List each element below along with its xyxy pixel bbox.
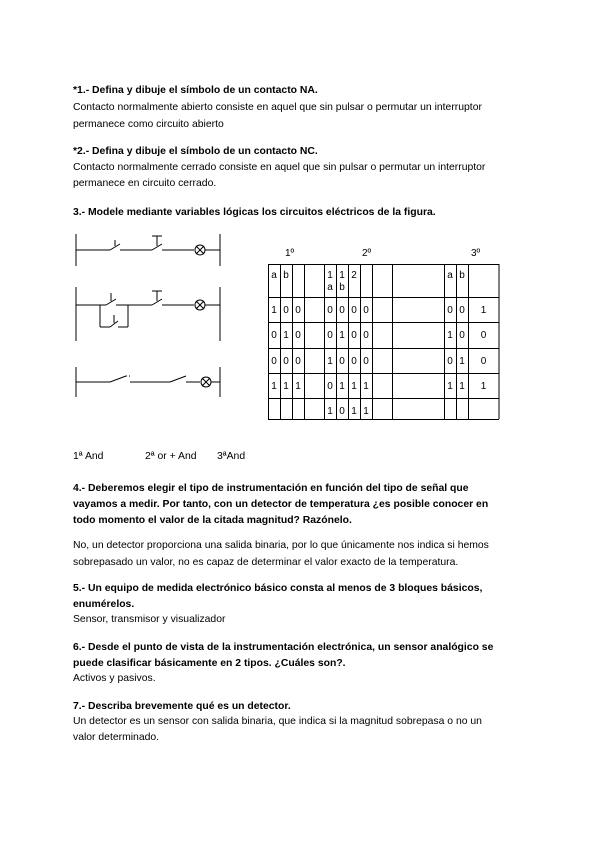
table-cell: a [327,282,333,293]
table-cell: 0 [295,330,301,341]
question-4-answer-line-1: No, un detector proporciona una salida binaria, por lo que únicamente nos indica si hemos [73,540,489,551]
table-cell: 1 [339,270,345,281]
table-cell: 0 [351,305,357,316]
table-cell: 0 [480,330,487,341]
table-cell: 1 [283,330,289,341]
question-7-title: 7.- Describa brevemente qué es un detector. [73,701,291,712]
table-cell: a [447,270,453,281]
question-2-answer-line-2: permanece en circuito cerrado. [73,178,217,189]
table-cell: 1 [327,270,333,281]
question-5-title-line-2: enumérelos. [73,599,135,610]
table-cell: 0 [459,305,465,316]
footer-label-3: 3ªAnd [217,451,246,462]
table-cell: b [283,270,289,281]
table-cell: 0 [447,356,453,367]
question-1-answer-line-1: Contacto normalmente abierto consiste en aquel que sin pulsar o permutar un interruptor [73,102,482,113]
question-1-answer-line-2: permanece como circuito abierto [73,119,224,130]
table-cell: 1 [459,381,465,392]
table-cell: 0 [459,330,465,341]
table-cell: 0 [283,356,289,367]
table-header-2: 2º [362,248,372,259]
table-cell: 1 [283,381,289,392]
table-cell: 1 [351,406,357,417]
question-2-title: *2.- Defina y dibuje el símbolo de un contacto NC. [73,146,318,157]
question-6-title-line-1: 6.- Desde el punto de vista de la instrumentación electrónica, un sensor analógico se [73,642,494,653]
table-cell: 0 [351,330,357,341]
table-cell: 0 [283,305,289,316]
circuit-diagram-2 [70,283,230,343]
table-cell: 0 [363,356,369,367]
table-cell: 0 [271,356,277,367]
table-cell: 0 [480,356,487,367]
table-cell: 0 [351,356,357,367]
table-header-1: 1º [285,248,295,259]
question-2-answer-line-1: Contacto normalmente cerrado consiste en aquel que sin pulsar o permutar un interruptor [73,162,486,173]
table-cell: 0 [327,330,333,341]
table-cell: 0 [339,356,345,367]
question-5-title-line-1: 5.- Un equipo de medida electrónico básico consta al menos de 3 bloques básicos, [73,583,483,594]
circuit-diagram-1 [70,228,230,268]
table-cell: 1 [327,406,333,417]
table-header-3: 3º [471,248,481,259]
question-6-title-line-2: puede clasificar básicamente en 2 tipos. ¿Cuáles son?. [73,658,346,669]
table-cell: a [271,270,277,281]
question-7-answer-line-1: Un detector es un sensor con salida binaria, que indica si la magnitud sobrepasa o no un [73,716,482,727]
table-cell: 1 [351,381,357,392]
table-cell: 1 [271,305,277,316]
table-cell: 1 [447,330,453,341]
table-cell: 0 [339,305,345,316]
question-4-answer-line-2: sobrepasado un valor, no es capaz de determinar el valor exacto de la temperatura. [73,557,459,568]
table-cell: 1 [480,381,487,392]
question-7-answer-line-2: valor determinado. [73,732,160,743]
table-cell: 0 [339,406,345,417]
circuit-diagram-3 [70,365,230,399]
table-cell: 0 [295,305,301,316]
table-cell: 1 [363,381,369,392]
table-cell: 0 [447,305,453,316]
footer-label-2: 2ª or + And [145,451,197,462]
table-cell: 1 [339,381,345,392]
question-4-title-line-2: vayamos a medir. Por tanto, con un detector de temperatura ¿es posible conocer en [73,499,489,510]
table-cell: 1 [363,406,369,417]
table-cell: 1 [327,356,333,367]
table-cell: 0 [327,305,333,316]
table-cell: 1 [480,305,487,316]
table-cell: 0 [271,330,277,341]
truth-table [268,264,499,419]
question-1-title: *1.- Defina y dibuje el símbolo de un contacto NA. [73,85,318,96]
table-cell: 1 [295,381,301,392]
table-cell: b [339,282,345,293]
question-3-title: 3.- Modele mediante variables lógicas los circuitos eléctricos de la figura. [73,207,436,218]
table-cell: 0 [363,330,369,341]
table-cell: 1 [459,356,465,367]
question-4-title-line-1: 4.- Deberemos elegir el tipo de instrumentación en función del tipo de señal que [73,483,469,494]
question-5-answer: Sensor, transmisor y visualizador [73,614,226,625]
table-cell: 0 [295,356,301,367]
table-cell: 1 [271,381,277,392]
table-cell: 1 [447,381,453,392]
table-cell: b [459,270,465,281]
question-4-title-line-3: todo momento el valor de la citada magnitud? Razónelo. [73,515,352,526]
question-6-answer: Activos y pasivos. [73,673,156,684]
table-cell: 2 [351,270,357,281]
table-cell: 0 [327,381,333,392]
table-cell: 0 [363,305,369,316]
table-cell: 1 [339,330,345,341]
footer-label-1: 1ª And [73,451,104,462]
